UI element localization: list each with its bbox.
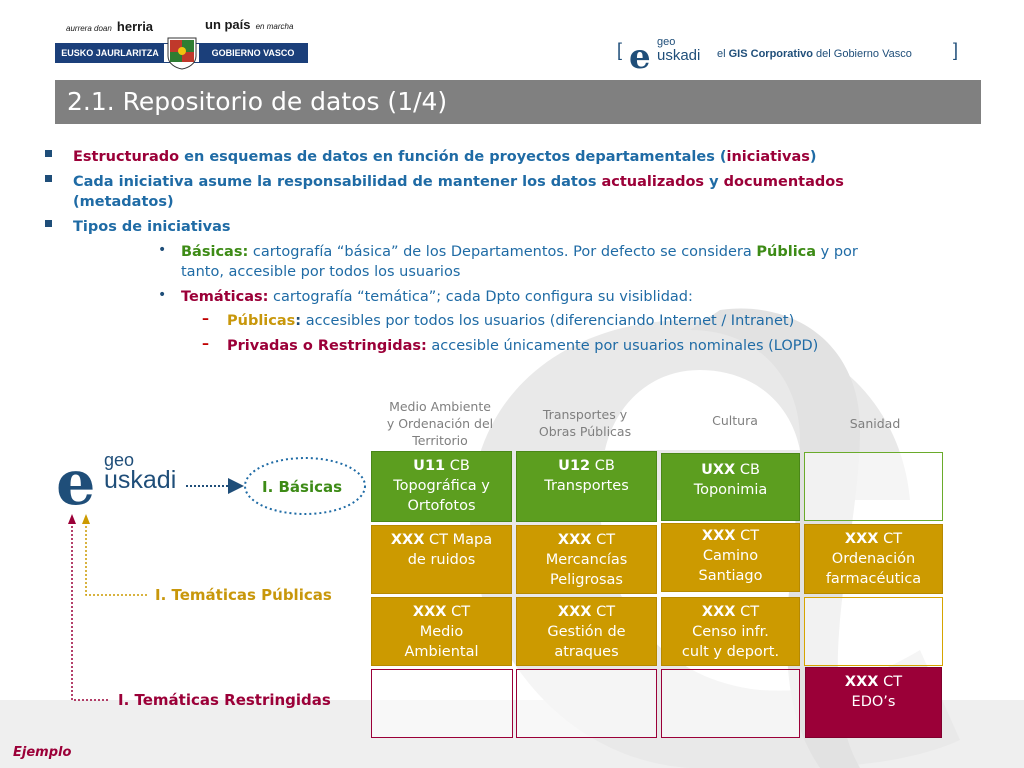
box-u11[interactable] — [371, 451, 512, 522]
sub-bullet-privadas — [227, 336, 818, 356]
box-p2-line2: Mercancías — [545, 552, 628, 568]
box-uxx-type: CB — [735, 462, 760, 478]
box-u12[interactable] — [516, 451, 657, 522]
sub-tematicas-text: cartografía “temática”; cada Dpto configura su visiblidad: — [268, 289, 693, 305]
box-q1-type: CT — [446, 604, 471, 620]
box-u11-type: CB — [445, 458, 470, 474]
euskadi-e-logo-icon — [627, 38, 657, 72]
sub-basicas-text-2: y por — [816, 244, 858, 260]
box-ordenacion-farmaceutica[interactable] — [804, 524, 943, 594]
sub-publicas-text: accesibles por todos los usuarios (diferenciando Internet / Intranet) — [301, 313, 795, 329]
corporate-tagline — [717, 48, 912, 60]
bullet-2-highlight-2: documentados — [723, 174, 844, 190]
box-p3-type: CT — [735, 528, 760, 544]
bullet-dot-icon: • — [158, 287, 167, 303]
diagram-brand-uskadi: uskadi — [104, 466, 177, 494]
box-empty-cultura-restringidas — [661, 669, 800, 738]
sub-basicas-label: Básicas: — [181, 244, 249, 260]
box-q3-type: CT — [735, 604, 760, 620]
svg-text:e: e — [56, 452, 96, 510]
category-cultura: Cultura — [712, 413, 758, 428]
bullet-3: Tipos de iniciativas — [73, 219, 231, 235]
box-q2-line3: atraques — [554, 644, 619, 660]
category-transportes — [515, 406, 655, 440]
category-medio-line2: y Ordenación del — [386, 416, 494, 431]
sub-basicas-line2: tanto, accesible por todos los usuarios — [181, 264, 461, 280]
box-u11-line3: Ortofotos — [407, 498, 476, 514]
box-mapa-ruidos[interactable] — [371, 525, 512, 594]
box-p3-code: XXX — [701, 528, 736, 544]
corp-prefix: el — [717, 48, 726, 60]
corp-bold: GIS Corporativo — [728, 48, 813, 60]
bullet-dash-icon: – — [202, 336, 209, 352]
box-q2-type: CT — [591, 604, 616, 620]
corp-suffix: del Gobierno Vasco — [816, 48, 912, 60]
box-p2-type: CT — [591, 532, 616, 548]
slogan-right — [205, 14, 293, 33]
bullet-square-icon — [45, 220, 52, 227]
slogan-right-small: en marcha — [255, 22, 294, 31]
sub-bullet-tematicas — [181, 287, 693, 307]
bullet-2-and: y — [704, 174, 724, 190]
box-q1-line3: Ambiental — [404, 644, 479, 660]
label-tematicas-publicas: I. Temáticas Públicas — [155, 586, 332, 604]
sub-basicas-text: cartografía “básica” de los Departamentos. Por defecto se considera — [248, 244, 757, 260]
box-empty-transportes-restringidas — [516, 669, 657, 738]
box-p4-code: XXX — [844, 531, 879, 547]
box-p4-type: CT — [878, 531, 903, 547]
box-p2-line3: Peligrosas — [550, 572, 623, 588]
bullet-1-highlight: Estructurado — [73, 149, 180, 165]
box-u11-line2: Topográfica y — [393, 478, 490, 494]
box-p1-type: CT Mapa — [424, 532, 493, 548]
category-sanidad: Sanidad — [849, 416, 901, 431]
category-transp-line2: Obras Públicas — [538, 424, 632, 439]
box-q1-code: XXX — [412, 604, 447, 620]
box-u11-code: U11 — [413, 458, 446, 474]
box-gestion-atraques[interactable] — [516, 597, 657, 666]
sub-publicas-colon: : — [295, 313, 302, 329]
box-q3-line3: cult y deport. — [681, 644, 780, 660]
box-uxx[interactable] — [661, 453, 800, 521]
svg-text:e: e — [629, 38, 651, 72]
example-label: Ejemplo — [13, 745, 72, 760]
box-p1-line2: de ruidos — [407, 552, 476, 568]
brand-geo: geo — [657, 36, 676, 48]
sub-bullet-basicas — [181, 242, 991, 262]
slogan-left-strong: herria — [116, 19, 154, 34]
box-empty-sanidad-publicas — [804, 597, 943, 666]
bullet-square-icon — [45, 175, 52, 182]
bullet-1-text: en esquemas de datos en función de proyectos departamentales ( — [179, 149, 727, 165]
sub-bullet-publicas — [227, 311, 794, 331]
box-r4-code: XXX — [844, 674, 879, 690]
bullet-2-line2: (metadatos) — [73, 194, 174, 210]
box-u12-line2: Transportes — [544, 478, 629, 494]
sub-basicas-bold: Pública — [756, 244, 817, 260]
gov-left-label: EUSKO JAURLARITZA — [56, 44, 164, 62]
brand-uskadi: uskadi — [657, 47, 701, 64]
slogan-left-small: aurrera doan — [66, 24, 112, 33]
diagram-brand-geo: geo — [104, 450, 135, 470]
box-r4-line2: EDO’s — [851, 694, 896, 710]
box-u12-type: CB — [590, 458, 615, 474]
sub-privadas-label: Privadas o Restringidas — [227, 338, 421, 354]
bracket-open: [ — [617, 40, 623, 60]
box-empty-medio-restringidas — [371, 669, 513, 738]
box-q1-line2: Medio — [419, 624, 464, 640]
bullet-dot-icon: • — [158, 242, 167, 258]
box-q2-line2: Gestión de — [547, 624, 626, 640]
box-p4-line3: farmacéutica — [825, 571, 922, 587]
sub-privadas-colon: : — [421, 338, 427, 354]
bullet-1-close: ) — [809, 149, 817, 165]
category-transp-line1: Transportes y — [542, 407, 628, 422]
bullet-2 — [73, 172, 993, 192]
box-uxx-line2: Toponimia — [693, 482, 768, 498]
box-edos[interactable] — [805, 667, 942, 738]
bullet-dash-icon: – — [202, 311, 209, 327]
box-medio-ambiental[interactable] — [371, 597, 512, 666]
box-empty-sanidad-basicas — [804, 452, 943, 521]
label-tematicas-restringidas: I. Temáticas Restringidas — [118, 691, 331, 709]
box-mercancias[interactable] — [516, 525, 657, 594]
category-medio-line1: Medio Ambiente — [389, 399, 491, 414]
box-p2-code: XXX — [557, 532, 592, 548]
slogan-left — [66, 16, 153, 35]
box-uxx-code: UXX — [701, 462, 736, 478]
page-title: 2.1. Repositorio de datos (1/4) — [55, 80, 981, 124]
box-camino-santiago[interactable] — [661, 523, 800, 592]
box-p3-line3: Santiago — [698, 568, 763, 584]
bullet-1-highlight-2: iniciativas — [726, 149, 810, 165]
sub-publicas-label: Públicas — [227, 313, 296, 329]
box-q2-code: XXX — [557, 604, 592, 620]
box-p1-code: XXX — [390, 532, 425, 548]
bullet-2-highlight: actualizados — [601, 174, 705, 190]
box-p4-line2: Ordenación — [831, 551, 916, 567]
sub-privadas-text: accesible únicamente por usuarios nominales (LOPD) — [426, 338, 819, 354]
box-q3-line2: Censo infr. — [692, 624, 769, 640]
box-r4-type: CT — [878, 674, 903, 690]
box-censo-infraestructuras[interactable] — [661, 597, 800, 666]
category-medio-line3: Territorio — [412, 433, 468, 448]
euskadi-e-logo-large-icon — [56, 452, 104, 510]
coat-of-arms-icon — [166, 36, 198, 70]
sub-tematicas-label: Temáticas: — [181, 289, 269, 305]
bullet-1 — [73, 147, 993, 167]
box-u12-code: U12 — [558, 458, 591, 474]
gov-right-label: GOBIERNO VASCO — [199, 44, 307, 62]
bullet-square-icon — [45, 150, 52, 157]
box-q3-code: XXX — [701, 604, 736, 620]
category-medio-ambiente — [362, 398, 518, 449]
bracket-close: ] — [953, 40, 959, 60]
bullet-2-text: Cada iniciativa asume la responsabilidad de mantener los datos — [73, 174, 602, 190]
slogan-right-strong: un país — [205, 17, 251, 32]
box-p3-line2: Camino — [702, 548, 759, 564]
label-basicas: I. Básicas — [262, 478, 343, 496]
